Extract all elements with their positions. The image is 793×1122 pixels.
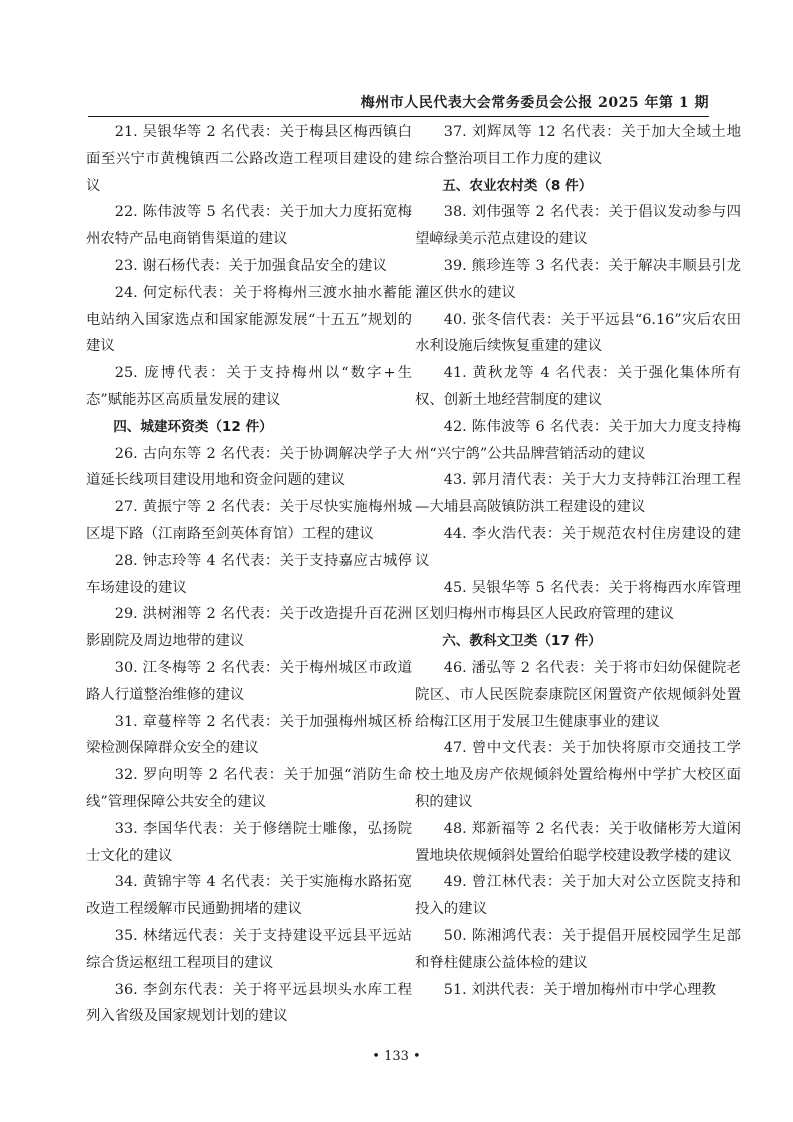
- list-item: 22. 陈伟波等 5 名代表：关于加大力度拓宽梅州农特产品电商销售渠道的建议: [86, 204, 412, 248]
- list-item: 51. 刘洪代表：关于增加梅州市中学心理教: [443, 981, 716, 998]
- section-heading: 五、农业农村类（8 件）: [442, 177, 593, 194]
- section-heading: 四、城建环资类（12 件）: [113, 418, 273, 435]
- list-item: 27. 黄振宁等 2 名代表：关于尽快实施梅州城区堤下路（江南路至剑英体育馆）工程的建议: [86, 499, 412, 542]
- page-header: [88, 92, 709, 117]
- list-item: 28. 钟志玲等 4 名代表：关于支持嘉应古城停车场建设的建议: [86, 552, 412, 596]
- list-item: 29. 洪树湘等 2 名代表：关于改造提升百花洲影剧院及周边地带的建议: [86, 606, 412, 650]
- list-item: 44. 李火浩代表：关于规范农村住房建设的建议: [415, 525, 741, 569]
- list-item: 30. 江冬梅等 2 名代表：关于梅州城区市政道路人行道整治维修的建议: [86, 659, 412, 703]
- list-item: 35. 林绪远代表：关于支持建设平远县平远站综合货运枢纽工程项目的建议: [86, 927, 412, 971]
- list-item: 43. 郭月清代表：关于大力支持韩江治理工程—大埔县高陂镇防洪工程建设的建议: [415, 472, 741, 516]
- list-item: 46. 潘弘等 2 名代表：关于将市妇幼保健院老院区、市人民医院泰康院区闲置资产依规倾斜处置给梅江区用于发展卫生健康事业的建议: [415, 659, 741, 730]
- list-item: 37. 刘辉凤等 12 名代表：关于加大全域土地综合整治项目工作力度的建议: [415, 124, 741, 167]
- list-item: 39. 熊珍连等 3 名代表：关于解决丰顺县引龙灌区供水的建议: [415, 257, 741, 301]
- list-item: 40. 张冬信代表：关于平远县“6.16”灾后农田水利设施后续恢复重建的建议: [415, 311, 741, 355]
- list-item: 36. 李剑东代表：关于将平远县坝头水库工程列入省级及国家规划计划的建议: [86, 981, 412, 1025]
- list-item: 31. 章蔓梓等 2 名代表：关于加强梅州城区桥梁检测保障群众安全的建议: [86, 713, 412, 757]
- page-number: • 133 •: [372, 1049, 421, 1064]
- header-title: 梅州市人民代表大会常务委员会公报 2025 年第 1 期: [360, 95, 709, 111]
- list-item: 25. 庞博代表：关于支持梅州以“数字+生态”赋能苏区高质量发展的建议: [86, 365, 412, 408]
- right-column: [415, 119, 741, 1003]
- section-heading: 六、教科文卫类（17 件）: [442, 633, 602, 650]
- list-item: 24. 何定标代表：关于将梅州三渡水抽水蓄能电站纳入国家选点和国家能源发展“十五五”规划的建议: [86, 284, 412, 355]
- list-item: 32. 罗向明等 2 名代表：关于加强“消防生命线”管理保障公共安全的建议: [86, 767, 412, 810]
- page-footer: [0, 1049, 793, 1064]
- list-item: 45. 吴银华等 5 名代表：关于将梅西水库管理区划归梅州市梅县区人民政府管理的建议: [415, 579, 741, 623]
- list-item: 21. 吴银华等 2 名代表：关于梅县区梅西镇白面至兴宁市黄槐镇西二公路改造工程项目建设的建议: [86, 124, 412, 194]
- list-item: 48. 郑新福等 2 名代表：关于收储彬芳大道闲置地块依规倾斜处置给伯聪学校建设教学楼的建议: [415, 820, 741, 864]
- list-item: 47. 曾中文代表：关于加快将原市交通技工学校土地及房产依规倾斜处置给梅州中学扩大校区面积的建议: [415, 740, 741, 810]
- list-item: 41. 黄秋龙等 4 名代表：关于强化集体所有权、创新土地经营制度的建议: [415, 365, 741, 408]
- left-column: [86, 119, 412, 1030]
- list-item: 23. 谢石杨代表：关于加强食品安全的建议: [114, 257, 387, 274]
- list-item: 49. 曾江林代表：关于加大对公立医院支持和投入的建议: [415, 874, 741, 918]
- list-item: 34. 黄锦宇等 4 名代表：关于实施梅水路拓宽改造工程缓解市民通勤拥堵的建议: [86, 874, 412, 918]
- list-item: 33. 李国华代表：关于修缮院士雕像，弘扬院士文化的建议: [86, 820, 412, 864]
- list-item: 38. 刘伟强等 2 名代表：关于倡议发动参与四望嶂绿美示范点建设的建议: [415, 204, 741, 248]
- list-item: 50. 陈湘鸿代表：关于提倡开展校园学生足部和脊柱健康公益体检的建议: [415, 927, 741, 971]
- list-item: 42. 陈伟波等 6 名代表：关于加大力度支持梅州“兴宁鸽”公共品牌营销活动的建议: [415, 418, 741, 462]
- list-item: 26. 古向东等 2 名代表：关于协调解决学子大道延长线项目建设用地和资金问题的建议: [86, 445, 412, 489]
